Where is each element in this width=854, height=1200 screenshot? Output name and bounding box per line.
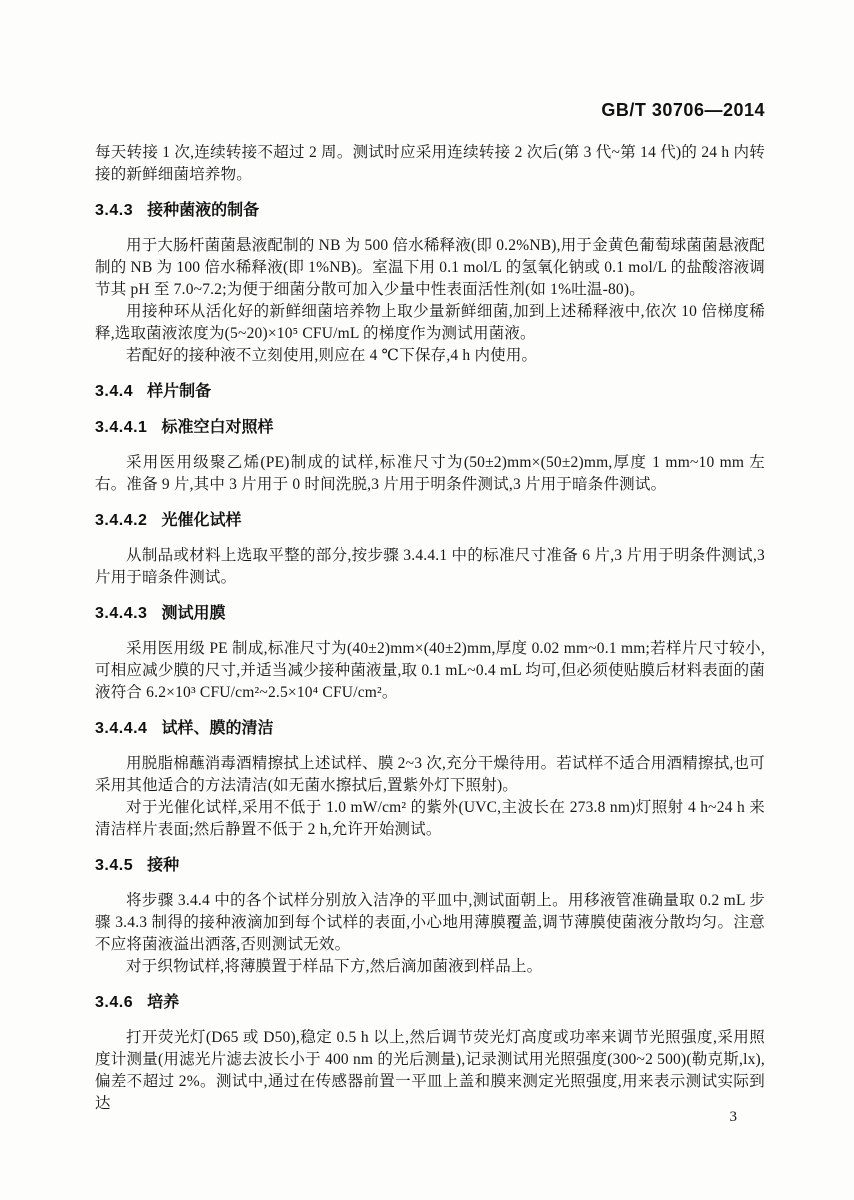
section-number: 3.4.4.3 [95,605,148,622]
paragraph: 对于光催化试样,采用不低于 1.0 mW/cm² 的紫外(UVC,主波长在 273.8 nm)灯照射 4 h~24 h 来清洁样片表面;然后静置不低于 2 h,允许开始测试。 [95,799,765,838]
paragraph-continuation: 每天转接 1 次,连续转接不超过 2 周。测试时应采用连续转接 2 次后(第 3 代~第 14 代)的 24 h 内转接的新鲜细菌培养物。 [95,144,765,183]
section-number: 3.4.4.1 [95,419,148,436]
paragraph: 采用医用级聚乙烯(PE)制成的试样,标准尺寸为(50±2)mm×(50±2)mm,厚度 1 mm~10 mm 左右。准备 9 片,其中 3 片用于 0 时间洗脱,3 片用于明条件测试,3 片用于暗条件测试。 [95,454,765,493]
section-title: 测试用膜 [161,605,226,622]
paragraph: 打开荧光灯(D65 或 D50),稳定 0.5 h 以上,然后调节荧光灯高度或功率来调节光照强度,采用照度计测量(用滤光片滤去波长小于 400 nm 的光后测量),记录测试用光照强度(300~2 500)(勒克斯,lx),偏差不超过 2%。测试中,通过在传感器前置一平皿上盖和膜来测定光照强度,用来表示测试实际到达 [95,1029,765,1112]
section-number: 3.4.4.2 [95,512,148,529]
paragraph: 采用医用级 PE 制成,标准尺寸为(40±2)mm×(40±2)mm,厚度 0.02 mm~0.1 mm;若样片尺寸较小,可相应减少膜的尺寸,并适当减少接种菌液量,取 0.1 mL~0.4 mL 均可,但必须使贴膜后材料表面的菌液符合 6.2×10³ CFU/cm²~2.5×10⁴ CFU/cm²。 [95,640,765,701]
section-heading-3-4-5 [95,855,765,877]
section-heading-3-4-4 [95,381,765,403]
section-title: 接种 [147,857,180,874]
standard-number-header: GB/T 30706—2014 [601,100,765,120]
section-title: 光催化试样 [161,512,242,529]
section-title: 接种菌液的制备 [147,202,260,219]
section-title: 试样、膜的清洁 [161,720,274,737]
page-number: 3 [729,1109,737,1125]
section-heading-3-4-4-3 [95,603,765,625]
section-heading-3-4-4-2 [95,510,765,532]
section-number: 3.4.4 [95,383,134,400]
section-number: 3.4.5 [95,857,134,874]
page-content [95,99,765,1115]
paragraph: 用接种环从活化好的新鲜细菌培养物上取少量新鲜细菌,加到上述稀释液中,依次 10 倍梯度稀释,选取菌液浓度为(5~20)×10⁵ CFU/mL 的梯度作为测试用菌液。 [95,303,765,342]
section-heading-3-4-4-1 [95,417,765,439]
paragraph: 用于大肠杆菌菌悬液配制的 NB 为 500 倍水稀释液(即 0.2%NB),用于金黄色葡萄球菌菌悬液配制的 NB 为 100 倍水稀释液(即 1%NB)。室温下用 0.1 mol/L 的氢氧化钠或 0.1 mol/L 的盐酸溶液调节其 pH 至 7.0~7.2;为便于细菌分散可加入少量中性表面活性剂(如 1%吐温-80)。 [95,237,765,298]
section-title: 标准空白对照样 [161,419,274,436]
section-number: 3.4.6 [95,994,134,1011]
section-title: 样片制备 [147,383,212,400]
section-heading-3-4-4-4 [95,718,765,740]
section-heading-3-4-3 [95,200,765,222]
paragraph: 将步骤 3.4.4 中的各个试样分别放入洁净的平皿中,测试面朝上。用移液管准确量取 0.2 mL 步骤 3.4.3 制得的接种液滴加到每个试样的表面,小心地用薄膜覆盖,调节薄膜使菌液分散均匀。注意不应将菌液溢出洒落,否则测试无效。 [95,892,765,953]
section-number: 3.4.4.4 [95,720,148,737]
paragraph: 若配好的接种液不立刻使用,则应在 4 ℃下保存,4 h 内使用。 [126,347,538,364]
paragraph: 从制品或材料上选取平整的部分,按步骤 3.4.4.1 中的标准尺寸准备 6 片,3 片用于明条件测试,3 片用于暗条件测试。 [95,547,765,586]
section-heading-3-4-6 [95,992,765,1014]
paragraph: 用脱脂棉蘸消毒酒精擦拭上述试样、膜 2~3 次,充分干燥待用。若试样不适合用酒精擦拭,也可采用其他适合的方法清洁(如无菌水擦拭后,置紫外灯下照射)。 [95,755,765,794]
section-number: 3.4.3 [95,202,134,219]
section-title: 培养 [147,994,180,1011]
paragraph: 对于织物试样,将薄膜置于样品下方,然后滴加菌液到样品上。 [126,958,543,975]
